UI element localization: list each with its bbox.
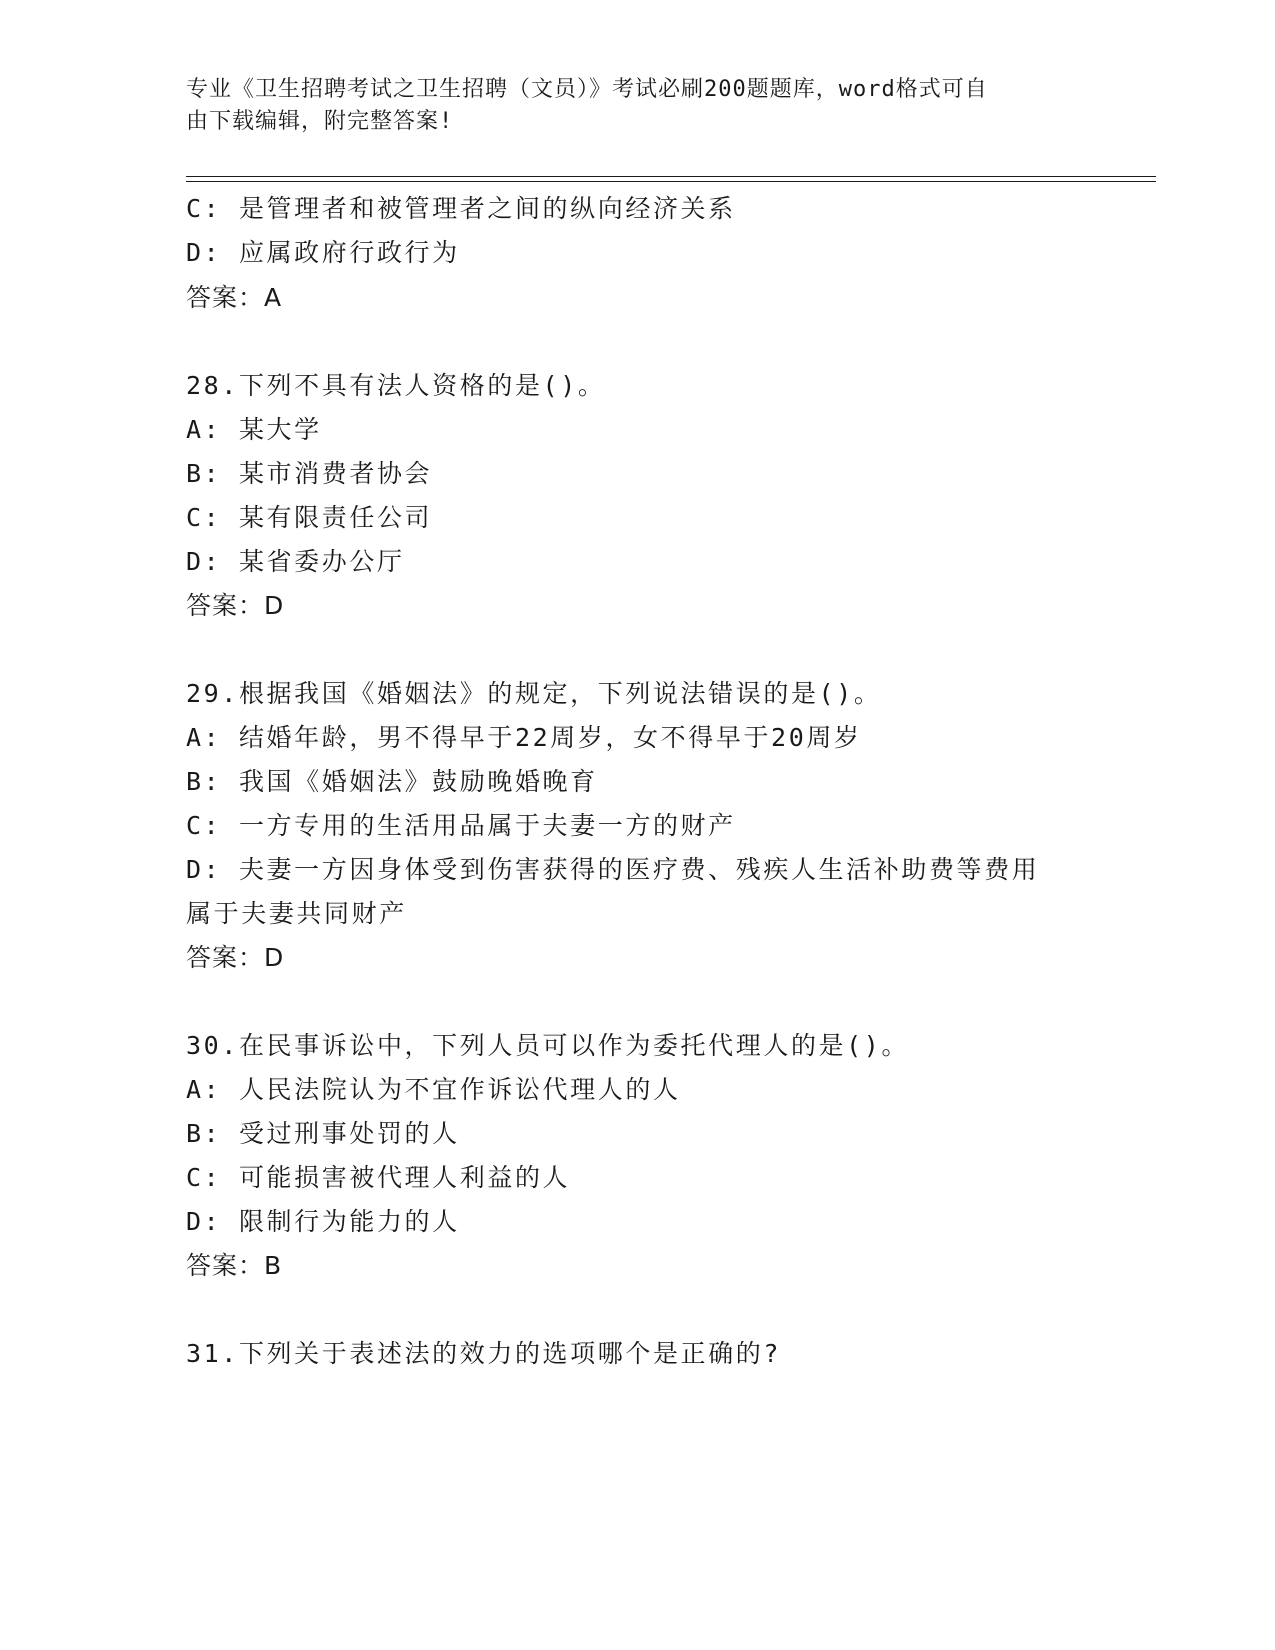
q29-answer: 答案：D <box>186 943 285 972</box>
header-line-1: 专业《卫生招聘考试之卫生招聘（文员）》考试必刷200题题库，word格式可自 <box>186 77 988 102</box>
q30-question: 30.在民事诉讼中，下列人员可以作为委托代理人的是()。 <box>186 1031 910 1060</box>
header-rule-bottom <box>186 181 1156 182</box>
q29-option-d-line-2: 属于夫妻共同财产 <box>186 899 407 928</box>
q27-option-c: C: 是管理者和被管理者之间的纵向经济关系 <box>186 194 736 223</box>
q30-answer: 答案：B <box>186 1251 283 1280</box>
header-line-2: 由下载编辑，附完整答案! <box>186 109 454 134</box>
q30-option-a: A: 人民法院认为不宜作诉讼代理人的人 <box>186 1075 681 1104</box>
q28-option-a: A: 某大学 <box>186 415 322 444</box>
q30-option-d: D: 限制行为能力的人 <box>186 1207 460 1236</box>
q28-question: 28.下列不具有法人资格的是()。 <box>186 371 606 400</box>
page-header <box>186 74 1086 138</box>
q29-option-c: C: 一方专用的生活用品属于夫妻一方的财产 <box>186 811 736 840</box>
q28-option-d: D: 某省委办公厅 <box>186 547 405 576</box>
q31-question: 31.下列关于表述法的效力的选项哪个是正确的? <box>186 1339 782 1368</box>
q30-option-b: B: 受过刑事处罚的人 <box>186 1119 460 1148</box>
q27-option-d: D: 应属政府行政行为 <box>186 238 460 267</box>
q28-answer: 答案：D <box>186 591 285 620</box>
q27-answer: 答案：A <box>186 283 283 312</box>
q29-option-b: B: 我国《婚姻法》鼓励晚婚晚育 <box>186 767 598 796</box>
q28-option-b: B: 某市消费者协会 <box>186 459 433 488</box>
header-rule-top <box>186 176 1156 177</box>
q29-option-a: A: 结婚年龄，男不得早于22周岁，女不得早于20周岁 <box>186 723 862 752</box>
q29-question: 29.根据我国《婚姻法》的规定，下列说法错误的是()。 <box>186 679 882 708</box>
q30-option-c: C: 可能损害被代理人利益的人 <box>186 1163 571 1192</box>
q29-option-d-line-1: D: 夫妻一方因身体受到伤害获得的医疗费、残疾人生活补助费等费用 <box>186 855 1040 884</box>
q28-option-c: C: 某有限责任公司 <box>186 503 433 532</box>
